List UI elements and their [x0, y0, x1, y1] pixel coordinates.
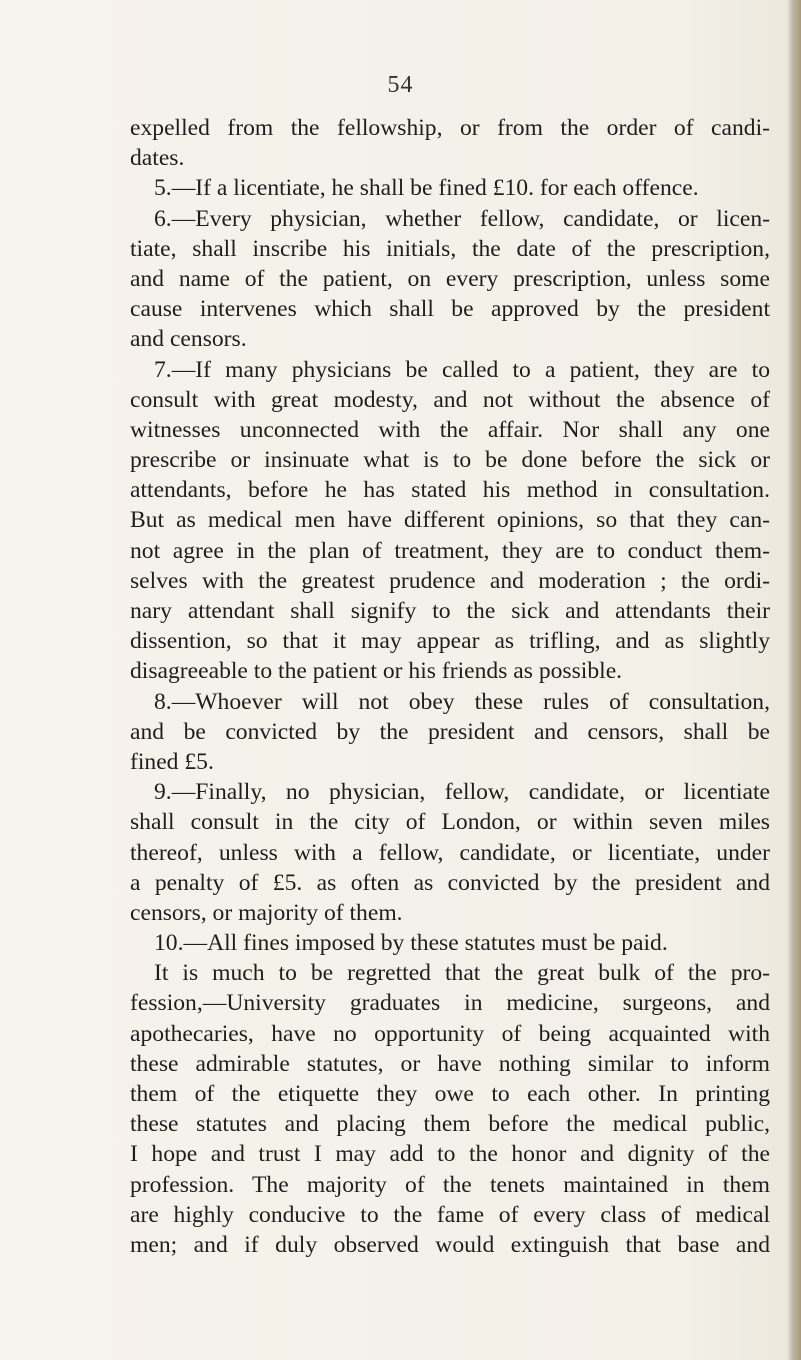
text-line: 9.—Finally, no physician, fellow, candidate, or licentiate: [154, 779, 770, 806]
text-line: fined £5.: [130, 748, 214, 775]
text-line: prescribe or insinuate what is to be done before the sick or: [130, 447, 770, 474]
page-number: 54: [387, 72, 414, 98]
text-line: and be convicted by the president and censors, shall be: [130, 718, 770, 745]
text-line: these statutes and placing them before the medical public,: [130, 1111, 770, 1138]
text-line: these admirable statutes, or have nothing similar to inform: [130, 1050, 770, 1077]
text-line: and censors.: [130, 326, 247, 353]
text-line: them of the etiquette they owe to each other. In printing: [130, 1081, 770, 1107]
text-line: selves with the greatest prudence and moderation ; the ordi-: [130, 567, 770, 594]
body-text: [130, 113, 770, 1260]
text-line: profession. The majority of the tenets maintained in them: [130, 1171, 770, 1198]
text-line: cause intervenes which shall be approved by the president: [130, 296, 770, 323]
text-line: attendants, before he has stated his method in consultation.: [130, 477, 770, 504]
text-line: But as medical men have different opinions, so that they can-: [130, 507, 770, 534]
text-line: expelled from the fellowship, or from the order of candi-: [130, 115, 770, 141]
text-line: 7.—If many physicians be called to a patient, they are to: [154, 356, 770, 383]
text-line: dates.: [130, 145, 185, 172]
text-line: dissention, so that it may appear as trifling, and as slightly: [130, 628, 770, 655]
text-line: 6.—Every physician, whether fellow, candidate, or licen-: [154, 205, 770, 232]
text-line: men; and if duly observed would extinguish that base and: [130, 1231, 770, 1258]
text-line: tiate, shall inscribe his initials, the date of the prescription,: [130, 235, 770, 262]
text-line: thereof, unless with a fellow, candidate, or licentiate, under: [130, 839, 770, 866]
text-line: nary attendant shall signify to the sick and attendants their: [130, 598, 770, 624]
text-line: 10.—All fines imposed by these statutes must be paid.: [154, 930, 668, 957]
text-line: consult with great modesty, and not without the absence of: [130, 386, 770, 413]
page-edge-shadow: [787, 0, 801, 1360]
text-line: not agree in the plan of treatment, they are to conduct them-: [130, 537, 770, 564]
text-line: censors, or majority of them.: [130, 899, 403, 926]
text-line: fession,—University graduates in medicine, surgeons, and: [130, 990, 770, 1017]
text-line: apothecaries, have no opportunity of being acquainted with: [130, 1020, 770, 1047]
text-line: It is much to be regretted that the great bulk of the pro-: [154, 960, 770, 987]
text-line: disagreeable to the patient or his friends as possible.: [130, 658, 623, 685]
text-line: 8.—Whoever will not obey these rules of consultation,: [154, 688, 770, 715]
text-line: and name of the patient, on every prescription, unless some: [130, 265, 770, 292]
text-line: are highly conducive to the fame of every class of medical: [130, 1201, 770, 1228]
text-line: a penalty of £5. as often as convicted by the president and: [130, 869, 770, 896]
text-line: I hope and trust I may add to the honor and dignity of the: [130, 1141, 770, 1168]
text-line: witnesses unconnected with the affair. Nor shall any one: [130, 416, 770, 443]
text-line: shall consult in the city of London, or within seven miles: [130, 809, 770, 836]
text-line: 5.—If a licentiate, he shall be fined £10. for each offence.: [154, 175, 699, 202]
